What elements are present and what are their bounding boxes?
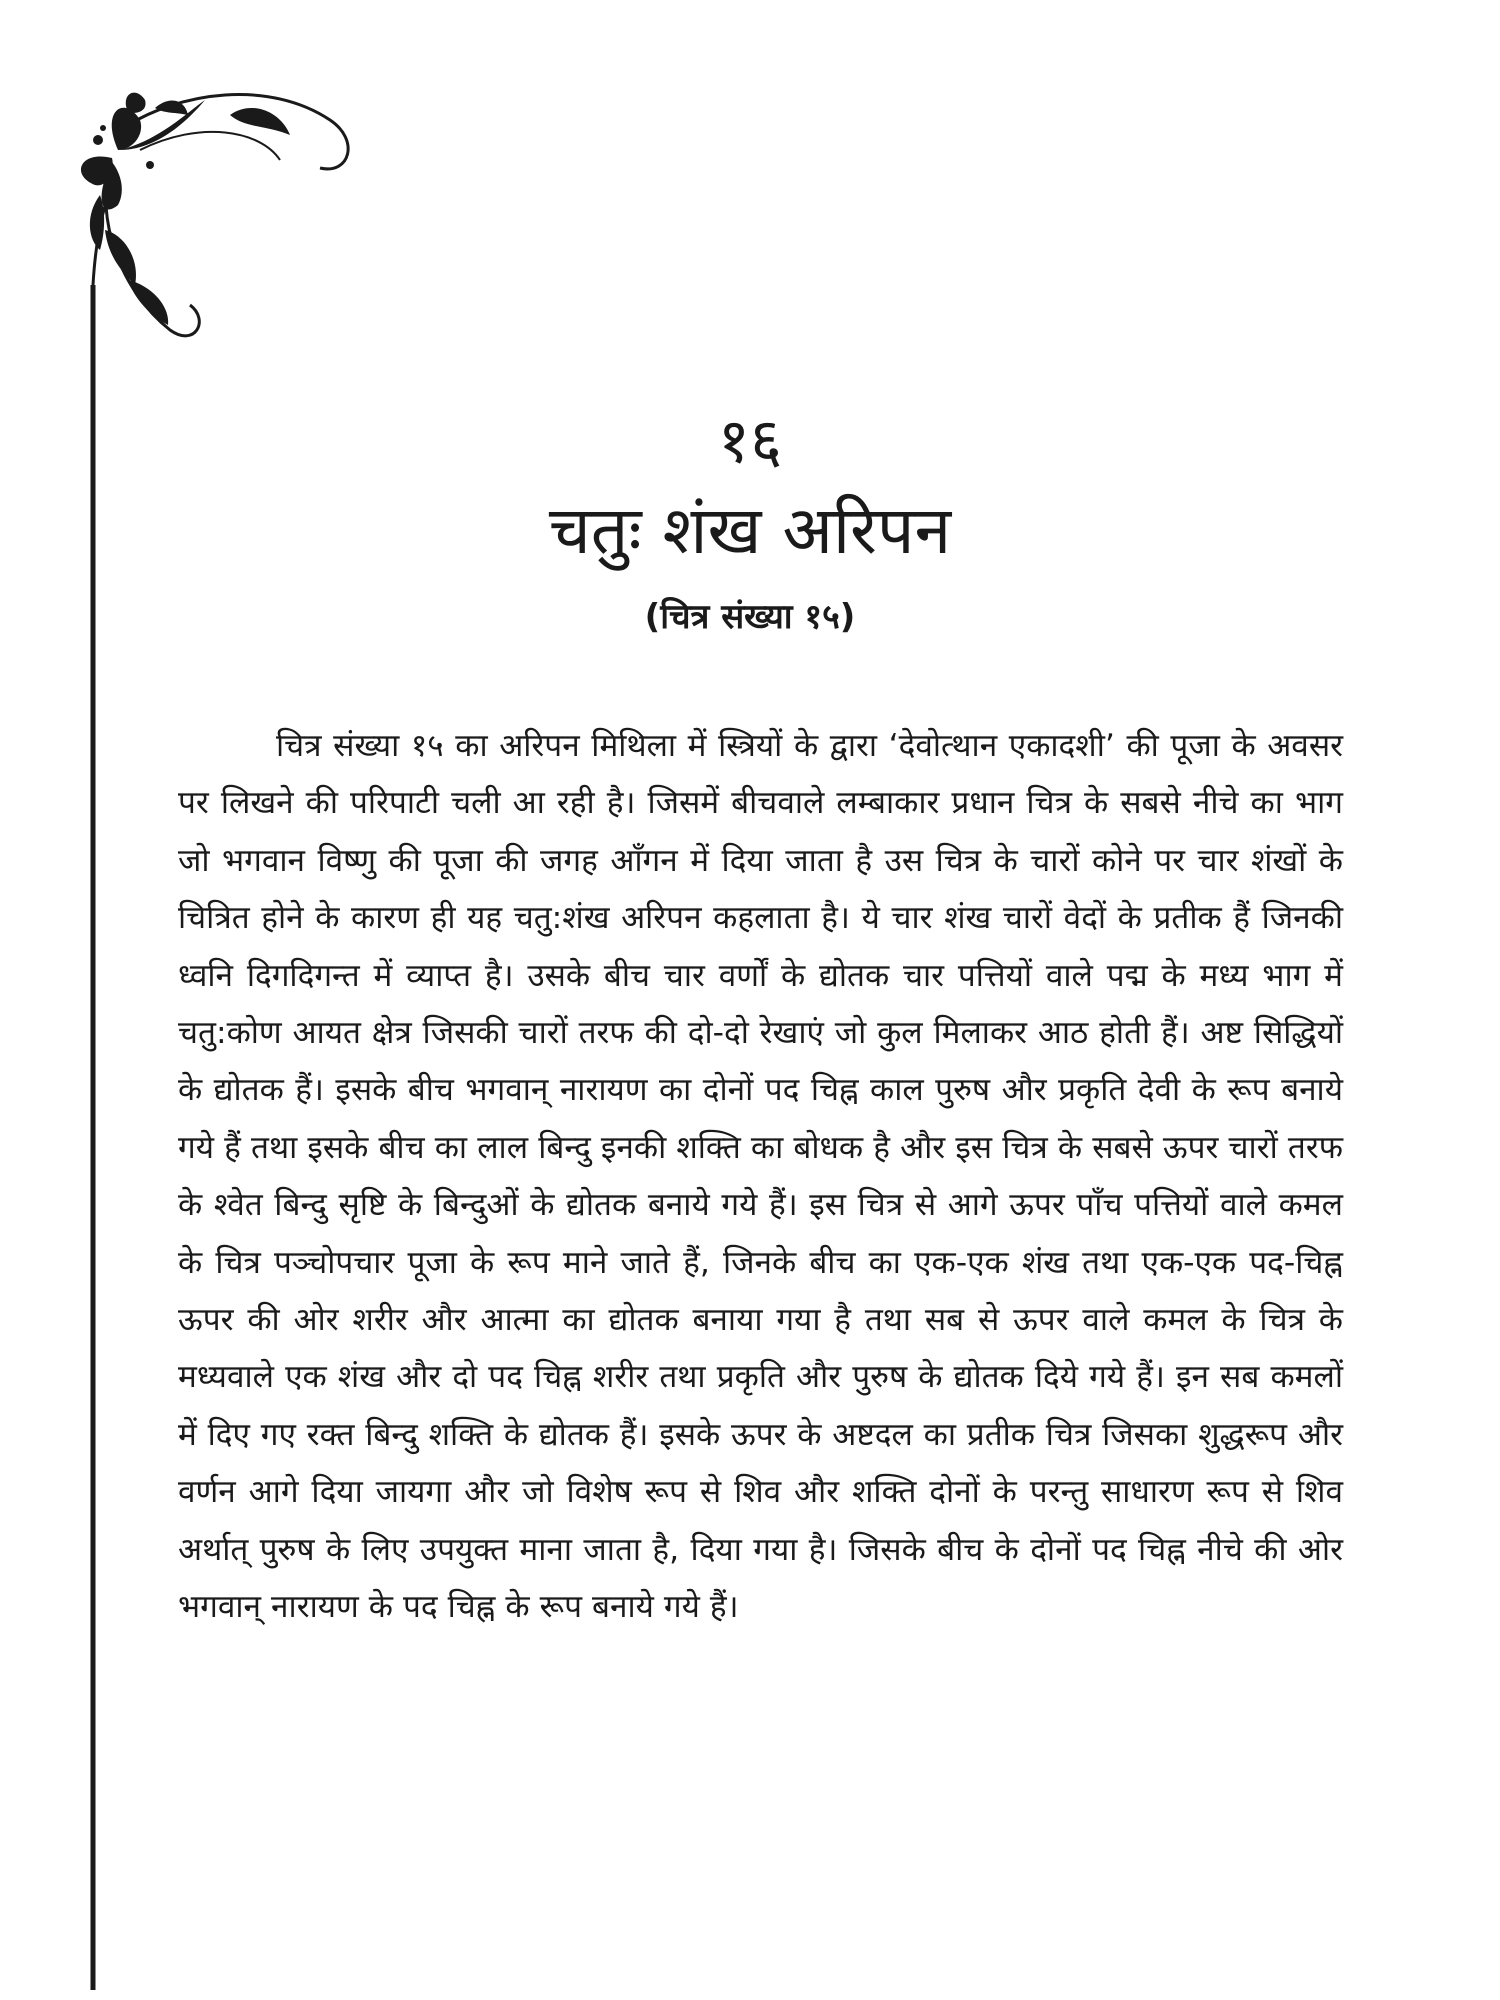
chapter-title: चतुः शंख अरिपन bbox=[548, 492, 952, 569]
chapter-number: १६ bbox=[717, 404, 783, 477]
body-paragraph: चित्र संख्या १५ का अरिपन मिथिला में स्त्रियों के द्वारा ‘देवोत्थान एकादशी’ की पूजा के अवसर पर लिखने की परिपाटी चली आ रही है। जिसमें बीचवाले लम्बाकार प्रधान चित्र के सबसे नीचे का भाग जो भगवान विष्णु की पूजा की जगह आँगन में दिया जाता है उस चित्र के चारों कोने पर चार शंखों के चित्रित होने के कारण ही यह चतु:शंख अरिपन कहलाता है। ये चार शंख चारों वेदों के प्रतीक हैं जिनकी ध्वनि दिगदिगन्त में व्याप्त है। उसके बीच चार वर्णों के द्योतक चार पत्तियों वाले पद्म के मध्य भाग में चतु:कोण आयत क्षेत्र जिसकी चारों तरफ की दो-दो रेखाएं जो कुल मिलाकर आठ होती हैं। अष्ट सिद्धियों के द्योतक हैं। इसके बीच भगवान् नारायण का दोनों पद चिह्न काल पुरुष और प्रकृति देवी के रूप बनाये गये हैं तथा इसके बीच का लाल बिन्दु इनकी शक्ति का बोधक है और इस चित्र के सबसे ऊपर चारों तरफ के श्वेत बिन्दु सृष्टि के बिन्दुओं के द्योतक बनाये गये हैं। इस चित्र से आगे ऊपर पाँच पत्तियों वाले कमल के चित्र पञ्चोपचार पूजा के रूप माने जाते हैं, जिनके बीच का एक-एक शंख तथा एक-एक पद-चिह्न ऊपर की ओर शरीर और आत्मा का द्योतक बनाया गया है तथा सब से ऊपर वाले कमल के चित्र के मध्यवाले एक शंख और दो पद चिह्न शरीर तथा प्रकृति और पुरुष के द्योतक दिये गये हैं। इन सब कमलों में दिए गए रक्त बिन्दु शक्ति के द्योतक हैं। इसके ऊपर के अष्टदल का प्रतीक चित्र जिसका शुद्धरूप और वर्णन आगे दिया जायगा और जो विशेष रूप से शिव और शक्ति दोनों के परन्तु साधारण रूप से शिव अर्थात् पुरुष के लिए उपयुक्त माना जाता है, दिया गया है। जिसके बीच के दोनों पद चिह्न नीचे की ओर भगवान् नारायण के पद चिह्न के रूप बनाये गये हैं। bbox=[178, 728, 1343, 1626]
figure-reference: (चित्र संख्या १५) bbox=[644, 597, 856, 637]
